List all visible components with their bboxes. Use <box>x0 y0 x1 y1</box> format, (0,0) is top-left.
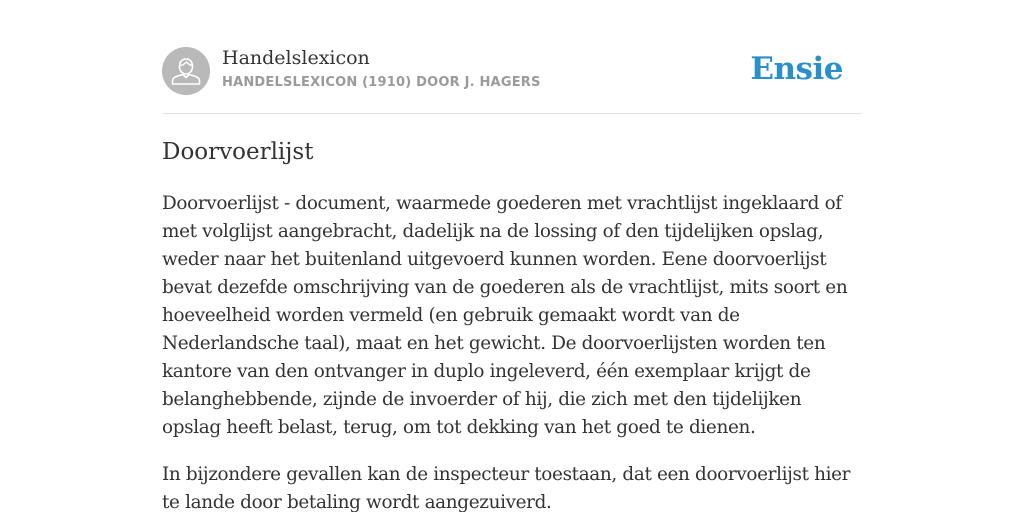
entry-paragraph: In bijzondere gevallen kan de inspecteur toestaan, dat een doorvoerlijst hier te lande door betaling wordt aangezuiverd. <box>162 464 851 512</box>
entry-paragraph: Doorvoerlijst - document, waarmede goederen met vrachtlijst ingeklaard of met volglijst aangebracht, dadelijk na de lossing of den tijdelijken opslag, weder naar het buitenland uitgevoerd kunnen worden. Eene doorvoerlijst bevat dezefde omschrijving van de goederen als de vrachtlijst, mits soort en hoeveelheid worden vermeld (en gebruik gemaakt wordt van de Nederlandsche taal), maat en het gewicht. De doorvoerlijsten worden ten kantore van den ontvanger in duplo ingeleverd, één exemplaar krijgt de belanghebbende, zijnde de invoerder of hij, die zich met den tijdelijken opslag heeft belast, terug, om tot dekking van het goed te dienen. <box>162 193 848 438</box>
ensie-logo[interactable]: Ensie <box>750 51 843 87</box>
content-container <box>162 0 862 512</box>
source-header <box>162 0 862 114</box>
entry-title: Doorvoerlijst <box>162 139 314 165</box>
source-subtitle[interactable]: HANDELSLEXICON (1910) DOOR J. HAGERS <box>222 75 541 90</box>
source-name-link[interactable]: Handelslexicon <box>222 47 370 69</box>
entry-body <box>162 190 862 512</box>
user-icon[interactable] <box>162 47 210 95</box>
